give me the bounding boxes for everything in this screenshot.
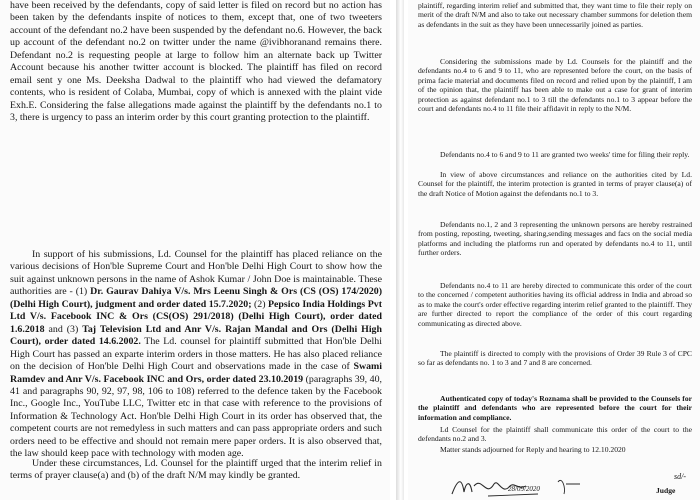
paragraph-text: Authenticated copy of today's Roznama shall be provided to the Counsels for the plaintiff and defendants who are represented before the court for their information and compliance. xyxy=(418,394,692,422)
paragraph-text: have been received by the defendants, copy of said letter is filed on record but no action has been taken by the defendants inspite of notices to them, except that, one of two tweeters account of the defendant no.2 have been suspended by the defendant no.6. However, the back up account of the defendant no.2 on twitter under the name @ivibhoranand remains there. Defendant no.2 is requesting people at large to follow him an alternate back up Twitter Account because his another twitter account is blocked. The plaintiff has filed on record email sent y one Ms. Deeksha Dadwal to the plaintiff who had viewed the defamatory contents, who is resident of Colaba, Mumbai, copy of which is annexed with the plaint vide Exh.E. Considering the false allegations made against the plaintiff by the defendants no.1 to 3, there is urgency to pass an interim order by this court granting protection to the plaintiff. xyxy=(10,0,382,124)
paragraph-order-39-compliance xyxy=(418,349,692,368)
paragraph-text: Matter stands adjourned for Reply and hearing to 12.10.2020 xyxy=(440,445,626,454)
paragraph-text: Defendants no.4 to 11 are hereby directed to communicate this order of the court to the concerned / competent authorities having its official address in India and abroad so as to make the court's order effective regarding interim relief granted to the plaintiff. They are further directed to report the compliance of the order of this court regarding communicating as directed above. xyxy=(418,281,692,328)
paragraph-interim-protection xyxy=(418,170,692,198)
paragraph-text: The Ld. counsel for plaintiff submitted that Hon'ble Delhi High Court has passed an exparte interim orders in those matters. He has also placed reliance on the decision of Hon'ble Delhi High Court and observations made in the case of xyxy=(10,336,382,373)
paragraph-time-granted xyxy=(418,150,692,159)
paragraph-considering-submissions xyxy=(418,57,692,114)
paragraph-adjournment xyxy=(418,445,692,454)
handwritten-signature xyxy=(448,474,688,500)
paragraph-authenticated-copy xyxy=(418,394,692,422)
judge-label: Judge xyxy=(656,486,676,495)
paragraph-communicate-order xyxy=(418,281,692,328)
citation-swami-ramdev: Swami Ramdev and Anr V/s. Facebook INC and Ors, order dated 23.10.2019 xyxy=(10,361,382,385)
signed-mark: sd/- xyxy=(674,472,686,481)
paragraph-text: Considering the submissions made by Ld. Counsels for the plaintiff and the defendants no.4 to 6 and 9 to 11, who are represented before the court, on the basis of prima facie material and documents filed on record and relied upon by the plaintiff, I am of the opinion that, the plaintiff has been able to make out a case for grant of interim protection as against defendant no.1 to 3 till the defendants no.1 to 3 appear before the court and defendants no.4 to 11 file their affidavit in reply to the N/M. xyxy=(418,57,692,114)
paragraph-restraining-order xyxy=(418,220,692,258)
paragraph-text: Ld Counsel for the plaintiff shall communicate this order of the court to the defendants no.2 and 3. xyxy=(418,425,692,444)
paragraph-authorities xyxy=(10,249,382,461)
paragraph-text: Defendants no.1, 2 and 3 representing the unknown persons are hereby restrained from posting, reposting, tweeting, sharing,sending messages and facs on the social media platforms and including the platforms run and operated by defendants no.4 to 11, until further orders. xyxy=(418,220,692,258)
citation-pepsico: Pepsico India Holdings Pvt Ltd V/s. Facebook INC & Ors (CS(OS) 291/2018) (Delhi High Court), order dated 1.6.2018 xyxy=(10,298,382,335)
paragraph-text: Under these circumstances, Ld. Counsel for the plaintiff urged that the interim relief in terms of prayer clause(a) and (b) of the draft N/M may kindly be granted. xyxy=(10,458,382,482)
paragraph-urging-relief xyxy=(10,458,382,483)
paragraph-defendant-accounts xyxy=(10,0,382,125)
paragraph-text: Defendants no.4 to 6 and 9 to 11 are granted two weeks' time for filing their reply. xyxy=(440,150,690,159)
paragraph-defendants-reply xyxy=(418,1,692,29)
citation-taj-television: Taj Television Ltd and Anr V/s. Rajan Mandal and Ors (Delhi High Court), order dated 14.6.2002. xyxy=(10,323,382,348)
page-gutter xyxy=(396,0,404,500)
paragraph-text: and (3) xyxy=(44,323,83,335)
signature-date: 28/09/2020 xyxy=(508,485,540,493)
paragraph-text: In support of his submissions, Ld. Counsel for the plaintiff has placed reliance on the various decisions of Hon'ble Supreme Court and Hon'ble Delhi High Court to show how the suit against unknown persons in the name of Ashok Kumar / John Doe is maintainable. These authorities are - (1) xyxy=(10,249,382,298)
paragraph-text: (2) xyxy=(251,298,269,310)
paragraph-text: The plaintiff is directed to comply with the provisions of Order 39 Rule 3 of CPC so far as defendants no. 1 to 3 and 7 and 8 are concerned. xyxy=(418,349,692,368)
paragraph-text: plaintiff, regarding interim relief and submitted that, they want time to file their reply on merit of the draft N/M and also to take out necessary chamber summons for deletion them as defendants in the suit as they have been unnecessarily joined as parties. xyxy=(418,1,692,29)
citation-dahiya: Dr. Gaurav Dahiya V/s. Mrs Leenu Singh & Ors (CS (OS) 174/2020) (Delhi High Court), judgment and order dated 15.7.2020; xyxy=(10,286,383,310)
right-page xyxy=(408,0,700,500)
paragraph-text: In view of above circumstances and reliance on the authorities cited by Ld. Counsel for the plaintiff, the interim protection is granted in terms of prayer clause(a) of the draft Notice of Motion against the defendants no.1 to 3. xyxy=(418,170,692,198)
paragraph-text: (paragraphs 39, 40, 41 and paragraphs 90, 92, 97, 98, 106 to 108) referred to the defence taken by the Facebook Inc., Google Inc., YouTube LLC, Twitter etc in that case with reference to the provisions of Information & Technology Act. Hon'ble Delhi High Court in its order has observed that, the competent courts are not remedyless in such matters and can pass appropriate orders and such orders need to be effective and should not remain mere paper orders. It is also observed that, the law should keep pace with technology with moden age. xyxy=(10,373,383,460)
paragraph-communicate-defendants xyxy=(418,425,692,444)
